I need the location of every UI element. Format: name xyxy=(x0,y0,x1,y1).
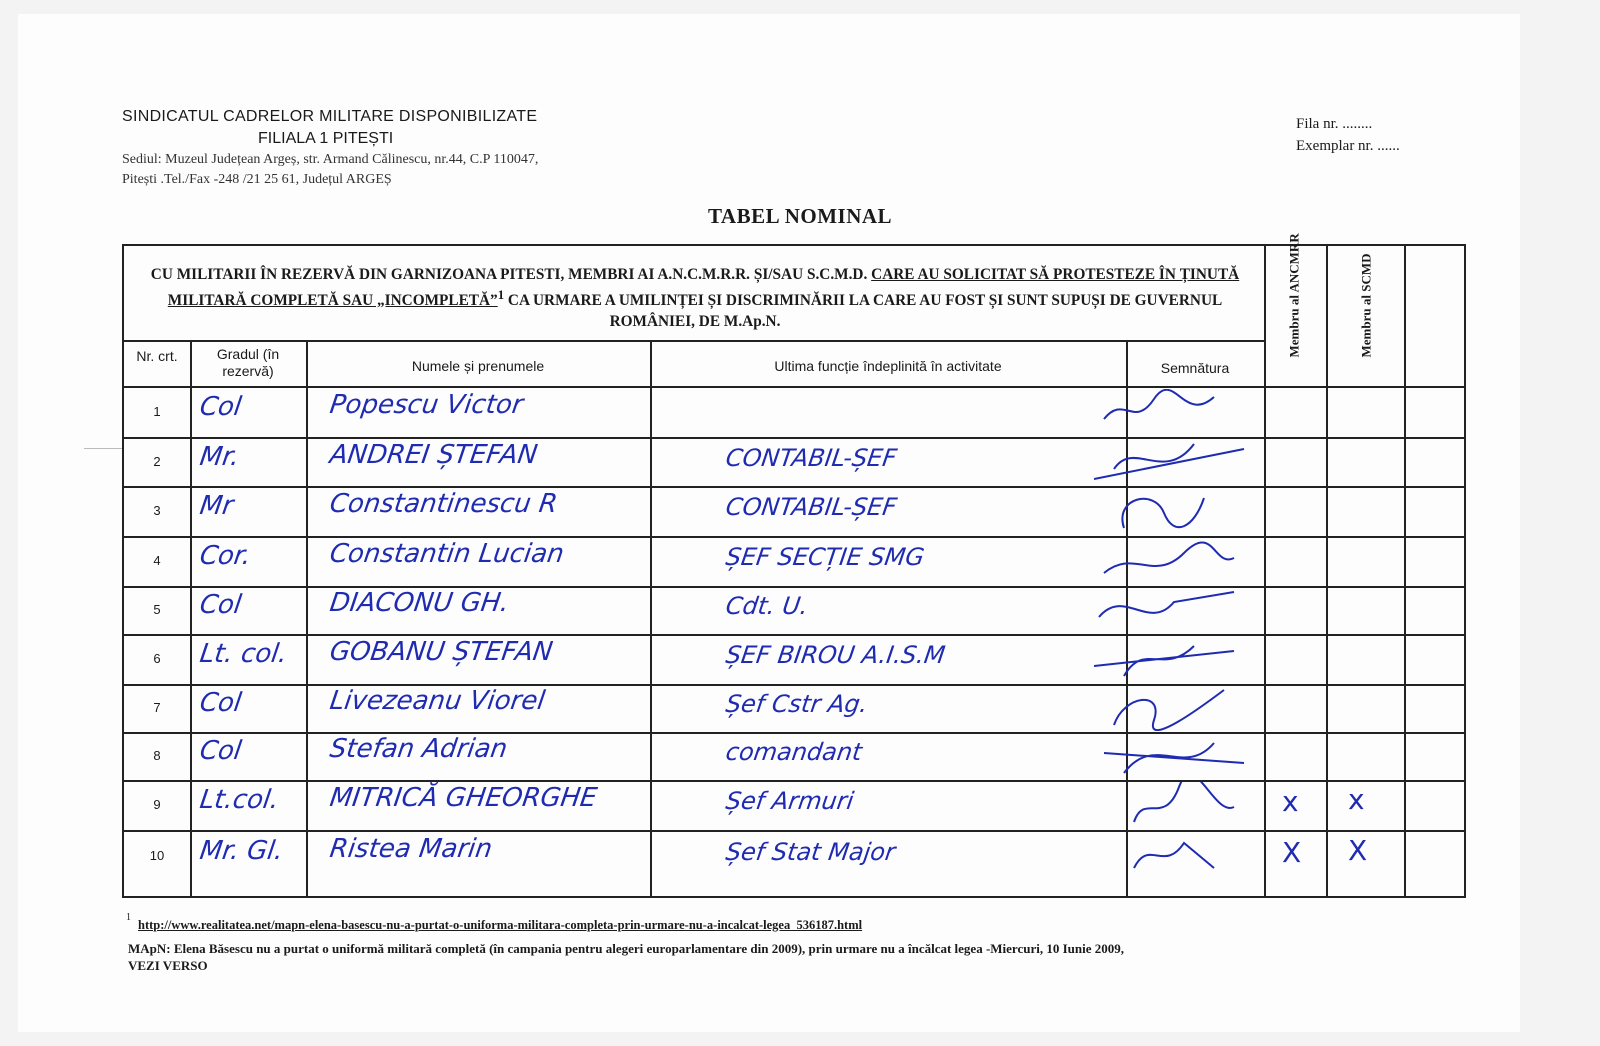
rank-cell: Col xyxy=(197,391,244,422)
rank-cell: Col xyxy=(197,736,244,766)
rank-cell: Lt. col. xyxy=(197,639,290,669)
function-cell: CONTABIL-ȘEF xyxy=(724,493,899,521)
col-grad-header: Gradul (în rezervă) xyxy=(216,346,280,379)
signature xyxy=(1094,439,1250,485)
signature xyxy=(1094,587,1250,633)
branch-name: FILIALA 1 PITEȘTI xyxy=(258,130,394,147)
row-number: 5 xyxy=(153,602,161,617)
rank-cell: Col xyxy=(197,590,244,620)
row-number: 1 xyxy=(153,403,161,419)
divider xyxy=(1264,244,1266,898)
address-line-1: Sediul: Muzeul Județean Argeș, str. Armand Călinescu, nr.44, C.P 110047, xyxy=(122,152,539,167)
col-nr-header: Nr. crt. xyxy=(136,348,178,364)
function-cell: Șef Stat Major xyxy=(724,838,898,866)
name-cell: Constantin Lucian xyxy=(327,539,566,569)
row-divider xyxy=(124,780,1466,782)
name-cell: Stefan Adrian xyxy=(327,734,510,764)
row-divider xyxy=(124,486,1466,488)
col-functie-header: Ultima funcție îndeplinită în activitate xyxy=(774,358,1002,374)
ancmrr-mark: X xyxy=(1282,836,1302,869)
col-scmd-header: Membru al SCMD xyxy=(1358,253,1374,358)
footnote-number: 1 xyxy=(126,912,131,923)
table-intro xyxy=(126,264,1264,332)
rank-cell: Col xyxy=(197,688,244,718)
rank-cell: Mr xyxy=(197,491,236,521)
signature xyxy=(1094,782,1250,828)
row-number: 8 xyxy=(153,748,161,763)
divider xyxy=(1404,244,1406,898)
function-cell: Șef Armuri xyxy=(724,787,856,815)
divider xyxy=(650,340,652,898)
intro-part-2: CARE AU SOLICITAT SĂ PROTESTEZE ÎN ȚINUTĂ MILITARĂ COMPLETĂ SAU „INCOMPLETĂ” xyxy=(167,266,1240,310)
row-number: 3 xyxy=(153,503,161,518)
intro-part-3: CA URMARE A UMILINȚEI ȘI DISCRIMINĂRII LA CARE AU FOST ȘI SUNT SUPUȘI DE GUVERNUL ROMÂNIEI, DE M.Ap.N. xyxy=(507,292,1223,331)
row-number: 10 xyxy=(149,848,165,863)
divider xyxy=(1326,244,1328,898)
function-cell: CONTABIL-ȘEF xyxy=(724,443,899,472)
fila-number: Fila nr. ........ xyxy=(1296,116,1373,132)
name-cell: ANDREI ȘTEFAN xyxy=(327,439,540,470)
signature xyxy=(1094,733,1250,779)
col-semnatura-header: Semnătura xyxy=(1160,360,1230,376)
function-cell: comandant xyxy=(724,738,864,766)
fold-mark xyxy=(84,448,124,449)
row-divider xyxy=(124,536,1466,538)
signature xyxy=(1094,488,1250,534)
row-divider xyxy=(124,830,1466,832)
divider xyxy=(306,340,308,898)
rank-cell: Mr. xyxy=(197,441,242,472)
verso-note: VEZI VERSO xyxy=(128,958,208,973)
function-cell: Cdt. U. xyxy=(724,592,810,620)
col-nume-header: Numele și prenumele xyxy=(411,358,545,374)
row-number: 7 xyxy=(153,700,161,715)
address-line-2: Pitești .Tel./Fax -248 /21 25 61, Județul ARGEȘ xyxy=(122,172,392,187)
footnote-link[interactable]: http://www.realitatea.net/mapn-elena-basescu-nu-a-purtat-o-uniforma-militara-completa-prin-urmare-nu-a-incalcat-legea_536187.html xyxy=(138,918,863,932)
signature xyxy=(1094,685,1250,731)
footnote-ref: 1 xyxy=(497,288,505,302)
row-number: 4 xyxy=(153,553,161,568)
name-cell: GOBANU ȘTEFAN xyxy=(327,637,555,667)
row-divider xyxy=(124,586,1466,588)
row-divider xyxy=(124,437,1466,439)
exemplar-number: Exemplar nr. ...... xyxy=(1296,138,1400,154)
signature xyxy=(1094,833,1250,879)
footnote-body: MApN: Elena Băsescu nu a purtat o uniformă militară completă (în campania pentru alegeri europarlamentare din 2009), prin urmare nu a încălcat legea -Miercuri, 10 Iunie 2009, xyxy=(128,941,1125,956)
function-cell: Șef Cstr Ag. xyxy=(724,690,870,718)
name-cell: Ristea Marin xyxy=(327,834,495,864)
name-cell: Livezeanu Viorel xyxy=(327,686,547,716)
row-number: 9 xyxy=(153,797,161,812)
row-divider xyxy=(124,732,1466,734)
rank-cell: Cor. xyxy=(197,541,253,571)
signature xyxy=(1094,389,1250,435)
name-cell: Popescu Victor xyxy=(327,389,525,420)
ancmrr-mark: x xyxy=(1282,785,1299,818)
row-divider xyxy=(124,386,1466,388)
row-divider xyxy=(124,634,1466,636)
name-cell: DIACONU GH. xyxy=(327,588,511,618)
rank-cell: Mr. Gl. xyxy=(197,836,286,866)
divider xyxy=(190,340,192,898)
row-number: 6 xyxy=(153,651,161,666)
row-divider xyxy=(124,340,1266,342)
name-cell: Constantinescu R xyxy=(327,489,560,519)
intro-part-1: CU MILITARII ÎN REZERVĂ DIN GARNIZOANA PITESTI, MEMBRI AI A.N.C.M.R.R. ȘI/SAU S.C.M.D. xyxy=(150,266,868,283)
signature xyxy=(1094,636,1250,682)
document-title: TABEL NOMINAL xyxy=(707,204,893,228)
rank-cell: Lt.col. xyxy=(197,785,281,815)
name-cell: MITRICĂ GHEORGHE xyxy=(327,783,599,813)
signature xyxy=(1094,538,1250,584)
scmd-mark: X xyxy=(1348,834,1368,867)
col-ancmrr-header: Membru al ANCMRR xyxy=(1286,233,1302,358)
org-name: SINDICATUL CADRELOR MILITARE DISPONIBILIZATE xyxy=(122,108,538,125)
function-cell: ȘEF SECȚIE SMG xyxy=(724,543,927,571)
function-cell: ȘEF BIROU A.I.S.M xyxy=(724,641,947,669)
row-divider xyxy=(124,684,1466,686)
footnote-text xyxy=(128,940,1448,974)
scmd-mark: x xyxy=(1348,783,1365,816)
row-number: 2 xyxy=(153,453,161,469)
